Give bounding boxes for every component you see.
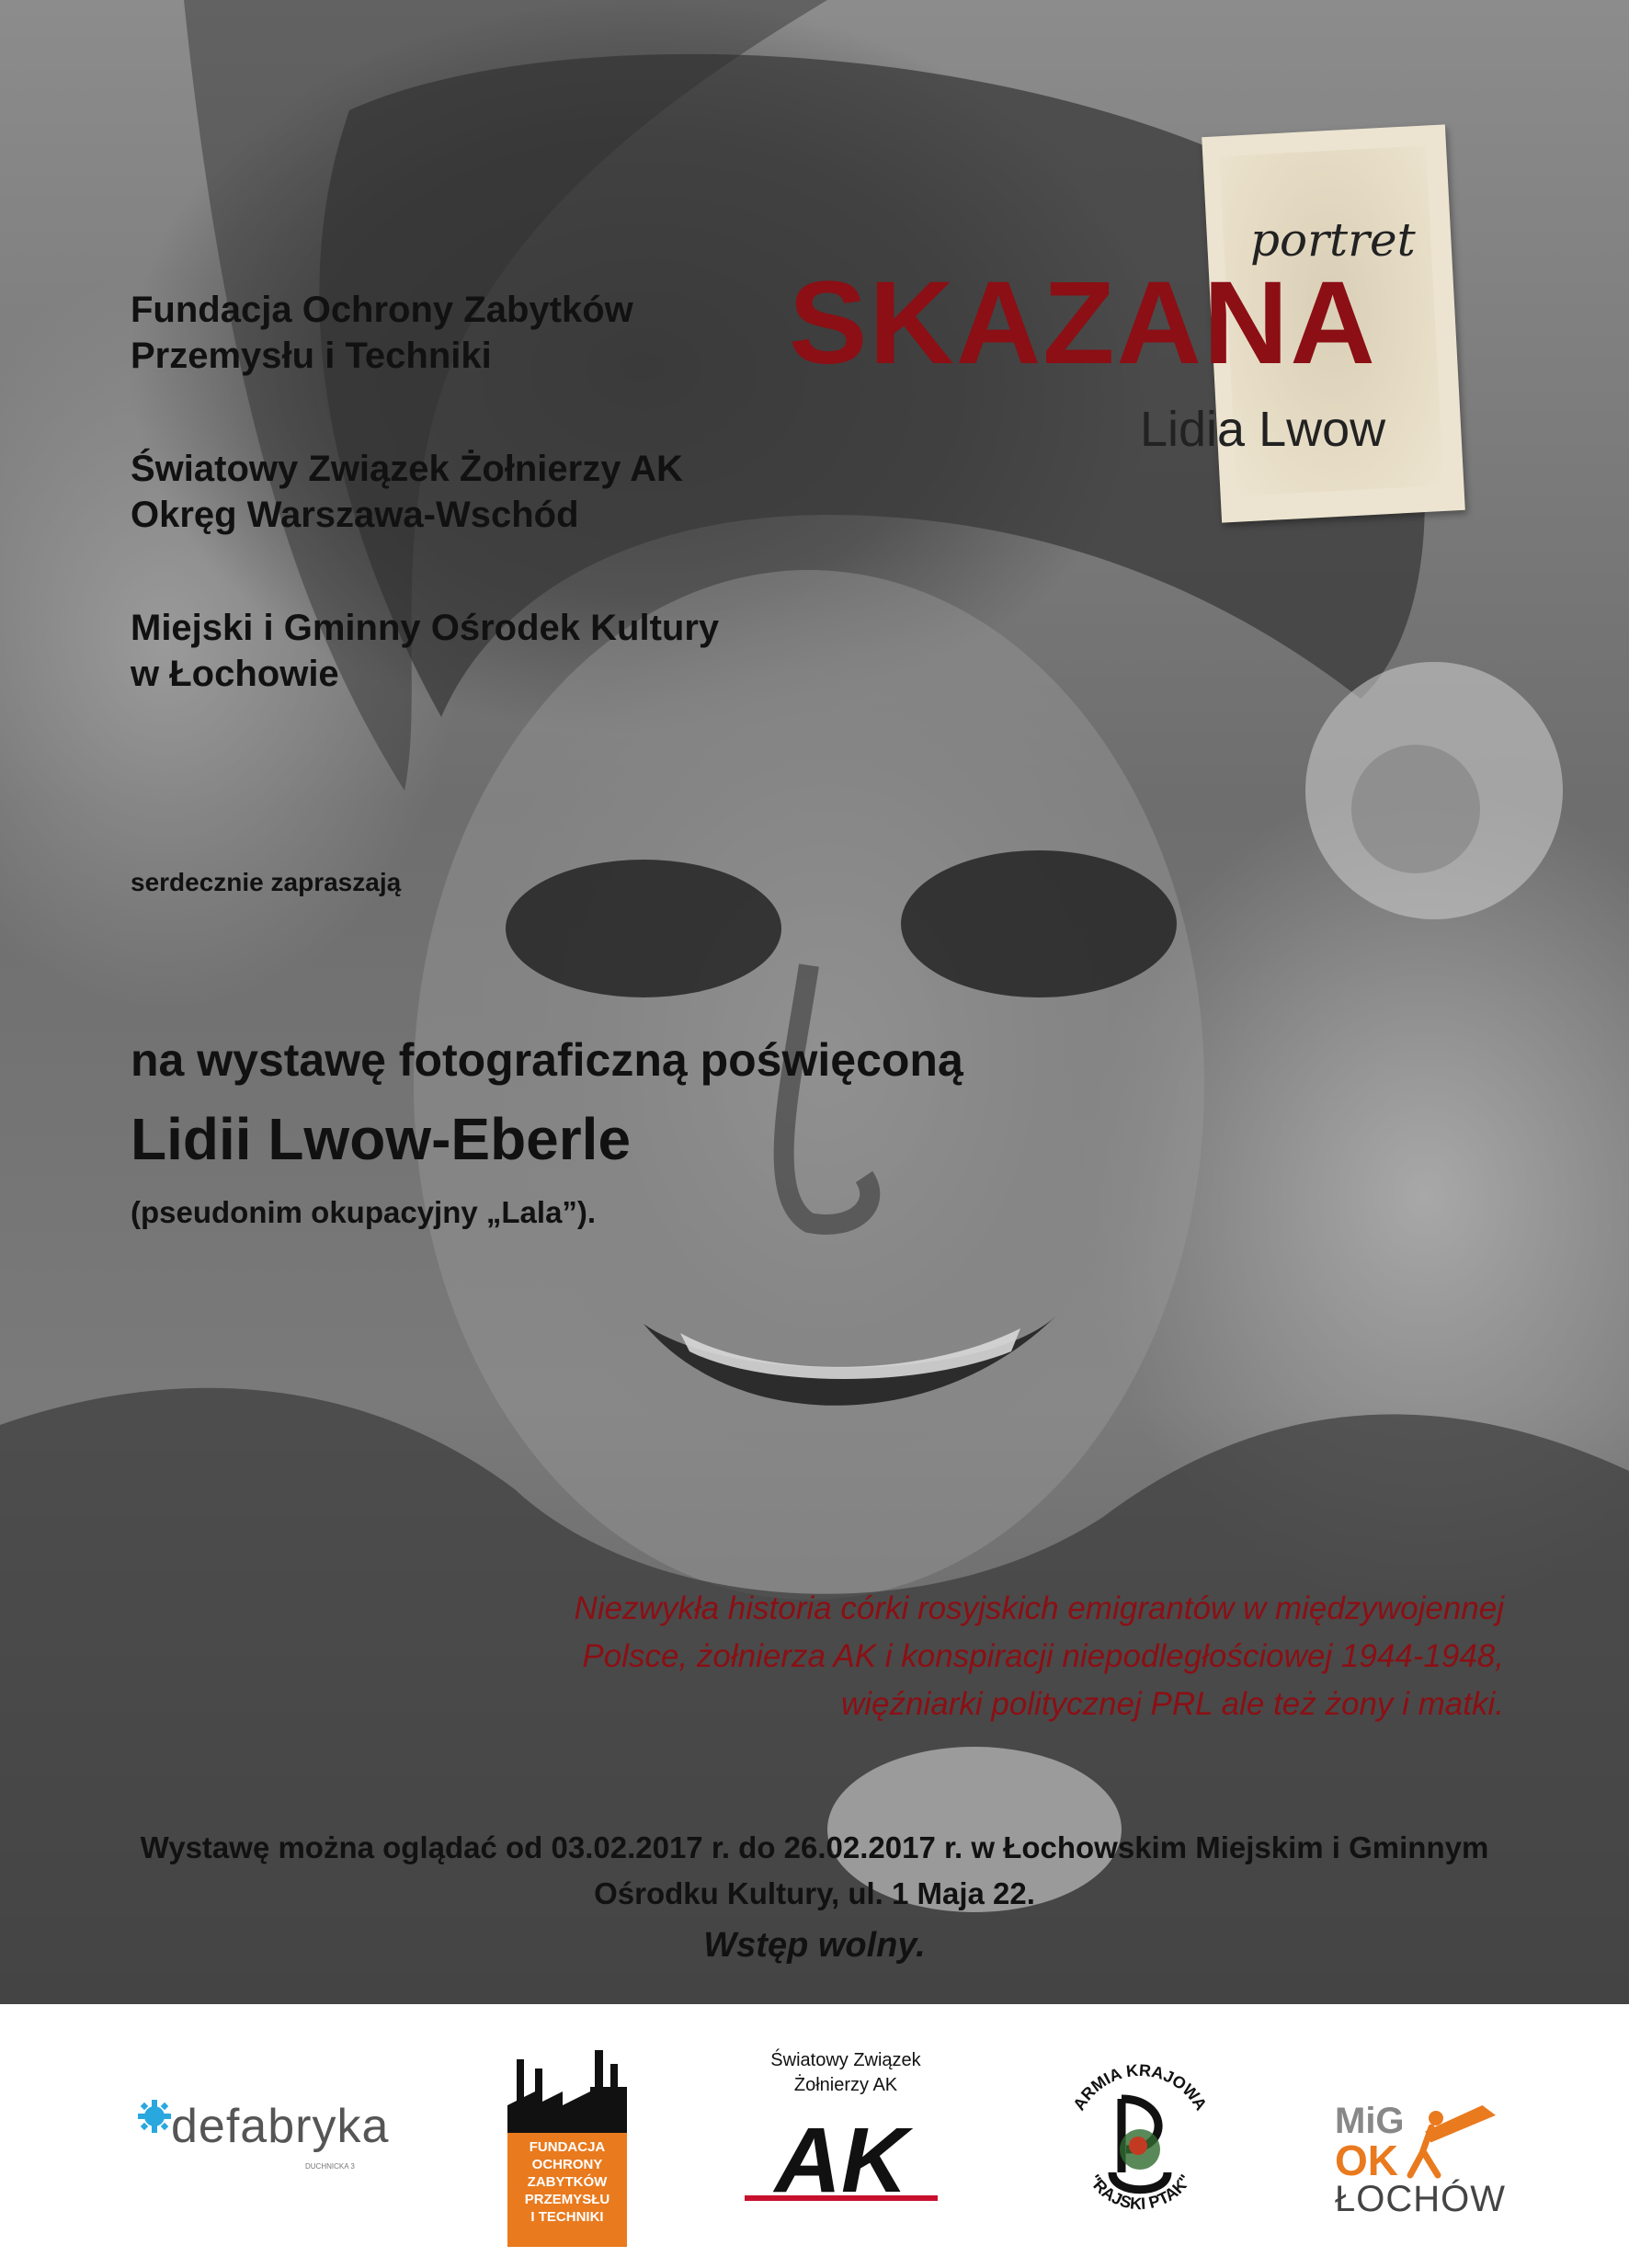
- zwiazek-line2: Żołnierzy AK: [793, 2075, 898, 2095]
- fundacja-logo-text: [507, 2138, 627, 2226]
- left-eye-shadow: [506, 860, 781, 997]
- main-title: SKAZANA: [789, 257, 1377, 389]
- ak-logo: [745, 2114, 938, 2216]
- mgok-logo: [1335, 2098, 1519, 2181]
- mgok-lochow-text: ŁOCHÓW: [1335, 2179, 1506, 2219]
- armia-bottom-text: "RAJSKI PTAK": [1085, 2171, 1195, 2214]
- dates-line1: Wystawę można oglądać od 03.02.2017 r. do 26.02.2017 r. w Łochowskim Miejskim i Gminnym: [140, 1830, 1489, 1864]
- dates-text: [0, 1825, 1629, 1917]
- mgok-mid-text: OK: [1335, 2137, 1398, 2181]
- exhibition-pseudonym: (pseudonim okupacyjny „Lala”).: [131, 1195, 597, 1229]
- zwiazek-line1: Światowy Związek: [770, 2050, 921, 2070]
- defabryka-logo: defabryka: [171, 2100, 390, 2153]
- organizer-2-line2: Okręg Warszawa-Wschód: [131, 495, 579, 535]
- title-prefix: portret: [1250, 213, 1416, 267]
- ak-logo-mark: AK: [774, 2114, 908, 2212]
- right-eye-shadow: [901, 850, 1177, 997]
- gear-icon: [136, 2098, 173, 2135]
- title-subtitle: Lidia Lwow: [1140, 402, 1386, 457]
- armia-top-text: ARMIA KRAJOWA: [1069, 2060, 1211, 2114]
- factory-icon: [507, 2050, 627, 2135]
- armia-krajowa-logo: [1048, 2048, 1232, 2232]
- mgok-top-text: MiG: [1335, 2101, 1405, 2141]
- story-line3: więźniarki politycznej PRL ale też żony i matki.: [840, 1686, 1504, 1722]
- free-entry: Wstęp wolny.: [703, 1926, 926, 1965]
- fundacja-line4: PRZEMYSŁU: [524, 2192, 610, 2207]
- story-text: [401, 1585, 1504, 1728]
- organizer-2-line1: Światowy Związek Żołnierzy AK: [131, 449, 683, 489]
- fundacja-line1: FUNDACJA: [529, 2139, 606, 2155]
- story-line1: Niezwykła historia córki rosyjskich emigrantów w międzywojennej: [574, 1590, 1504, 1626]
- organizer-2: [131, 446, 683, 538]
- organizer-1-line1: Fundacja Ochrony Zabytków: [131, 290, 633, 330]
- organizer-1: [131, 287, 633, 379]
- defabryka-address: DUCHNICKA 3: [305, 2162, 355, 2171]
- invite-text: serdecznie zapraszają: [131, 868, 402, 896]
- zwiazek-logo-text: [754, 2048, 938, 2098]
- fundacja-line5: I TECHNIKI: [530, 2209, 604, 2225]
- story-line2: Polsce, żołnierza AK i konspiracji niepodległościowej 1944-1948,: [582, 1638, 1504, 1674]
- exhibition-name: Lidii Lwow-Eberle: [131, 1106, 632, 1172]
- organizer-3-line2: w Łochowie: [131, 654, 339, 694]
- dates-line2: Ośrodku Kultury, ul. 1 Maja 22.: [594, 1876, 1035, 1910]
- organizer-3: [131, 605, 719, 697]
- fundacja-line3: ZABYTKÓW: [527, 2174, 608, 2190]
- flower-center: [1351, 745, 1480, 873]
- organizer-1-line2: Przemysłu i Techniki: [131, 336, 492, 376]
- organizer-3-line1: Miejski i Gminny Ośrodek Kultury: [131, 608, 720, 648]
- fundacja-line2: OCHRONY: [531, 2157, 603, 2172]
- exhibition-line: na wystawę fotograficzną poświęconą: [131, 1034, 963, 1086]
